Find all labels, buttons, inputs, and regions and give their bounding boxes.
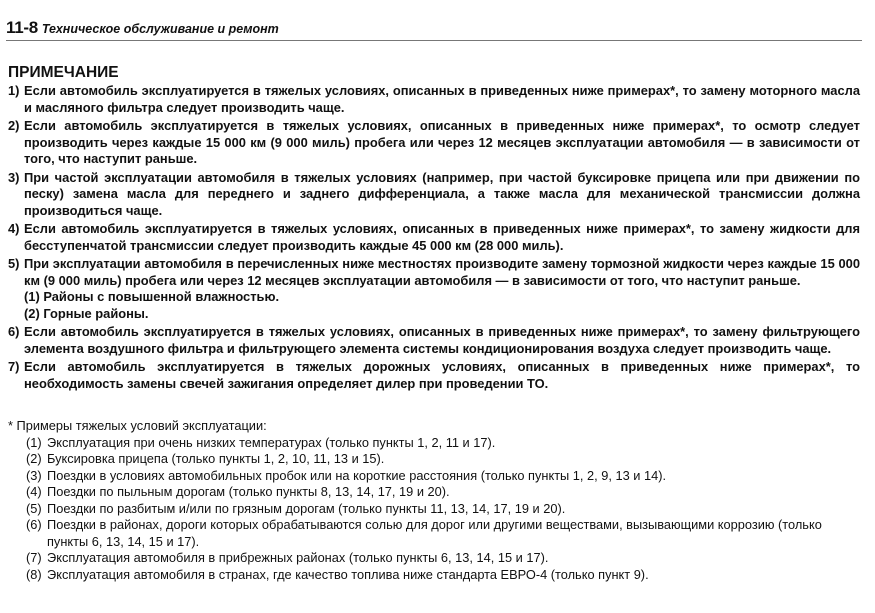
note-number: 5): [8, 256, 20, 271]
note-sub-item: (2) Горные районы.: [24, 305, 149, 321]
footnote-number: (5): [26, 500, 42, 516]
note-number: 2): [8, 118, 20, 133]
footnote: [8, 418, 860, 583]
footnote-text: Буксировка прицепа (только пункты 1, 2, 10, 11, 13 и 15).: [47, 451, 385, 466]
footnote-number: (3): [26, 467, 42, 483]
footnote-item: [26, 484, 860, 501]
footnote-list: [26, 435, 860, 584]
header-divider: [6, 40, 862, 41]
footnote-item: [26, 435, 860, 452]
note-item: [8, 359, 860, 392]
notes-list: [8, 83, 860, 394]
footnote-item: [26, 468, 860, 485]
note-text: Если автомобиль эксплуатируется в тяжелых условиях, описанных в приведенных ниже примерах*, то замену фильтрующего элемента воздушного фильтра и фильтрующего элемента системы кондиционирования воздуха следует производить чаще.: [24, 324, 860, 356]
footnote-number: (7): [26, 550, 42, 565]
footnote-text: Поездки по пыльным дорогам (только пункты 8, 13, 14, 17, 19 и 20).: [47, 484, 450, 499]
note-sub-item: (1) Районы с повышенной влажностью.: [24, 289, 280, 304]
footnote-item: [26, 517, 860, 550]
footnote-text: Поездки в районах, дороги которых обрабатываются солью для дорог или другими веществами, вызывающими коррозию (только пункты 6, 13, 14, 15 и 17).: [47, 517, 822, 549]
footnote-text: Поездки по разбитым и/или по грязным дорогам (только пункты 11, 13, 14, 17, 19 и 20).: [47, 500, 566, 516]
note-text: Если автомобиль эксплуатируется в тяжелых условиях, описанных в приведенных ниже примерах*, то осмотр следует производить через каждые 15 000 км (9 000 миль) пробега или через 12 месяцев эксплуатации автомобиля — в зависимости от того, что наступит раньше.: [24, 118, 860, 166]
footnote-item: [26, 501, 860, 518]
page-title: Техническое обслуживание и ремонт: [41, 22, 279, 36]
note-text: При частой эксплуатации автомобиля в тяжелых условиях (например, при частой буксировке прицепа или при движении по песку) замена масла для переднего и заднего дифференциала, а также масла для механической трансмиссии должна производиться чаще.: [24, 169, 860, 218]
footnote-item: [26, 550, 860, 567]
footnote-number: (2): [26, 451, 42, 466]
footnote-text: Эксплуатация автомобиля в странах, где качество топлива ниже стандарта ЕВРО-4 (только пункт 9).: [47, 566, 649, 582]
note-text: Если автомобиль эксплуатируется в тяжелых дорожных условиях, описанных в приведенных ниже примерах*, то необходимость замены свечей зажигания определяет дилер при проведении ТО.: [24, 359, 860, 391]
footnote-intro: * Примеры тяжелых условий эксплуатации:: [8, 418, 267, 433]
footnote-number: (8): [26, 566, 42, 582]
footnote-number: (1): [26, 434, 42, 450]
note-number: 7): [8, 359, 20, 374]
footnote-number: (4): [26, 484, 42, 499]
note-text: Если автомобиль эксплуатируется в тяжелых условиях, описанных в приведенных ниже примерах*, то замену моторного масла и масляного фильтра следует производить чаще.: [24, 83, 860, 115]
note-number: 6): [8, 324, 20, 339]
page-number: 11-8: [6, 18, 38, 37]
note-item: [8, 170, 860, 220]
note-item: [8, 221, 860, 254]
note-item: [8, 256, 860, 322]
footnote-item: [26, 451, 860, 468]
note-number: 3): [8, 169, 20, 185]
footnote-number: (6): [26, 517, 42, 532]
note-text: При эксплуатации автомобиля в перечисленных ниже местностях производите замену тормозной жидкости через каждые 15 000 км (9 000 миль) пробега или через 12 месяцев эксплуатации автомобиля — в зависимости от того, что наступит раньше.: [24, 256, 860, 288]
note-item: [8, 324, 860, 357]
page-header: [6, 18, 279, 38]
footnote-item: [26, 567, 860, 584]
note-heading: ПРИМЕЧАНИЕ: [8, 64, 119, 81]
note-item: [8, 118, 860, 168]
footnote-text: Эксплуатация при очень низких температурах (только пункты 1, 2, 11 и 17).: [47, 434, 496, 450]
note-text: Если автомобиль эксплуатируется в тяжелых условиях, описанных в приведенных ниже примерах*, то замену жидкости для бесступенчатой трансмиссии следует производить каждые 45 000 км (28 000 миль).: [24, 221, 860, 253]
note-number: 4): [8, 221, 20, 236]
note-body: [24, 256, 860, 322]
note-number: 1): [8, 83, 20, 98]
footnote-text: Эксплуатация автомобиля в прибрежных районах (только пункты 6, 13, 14, 15 и 17).: [47, 550, 549, 565]
note-item: [8, 83, 860, 116]
footnote-text: Поездки в условиях автомобильных пробок или на короткие расстояния (только пункты 1, 2, 9, 13 и 14).: [47, 467, 667, 483]
